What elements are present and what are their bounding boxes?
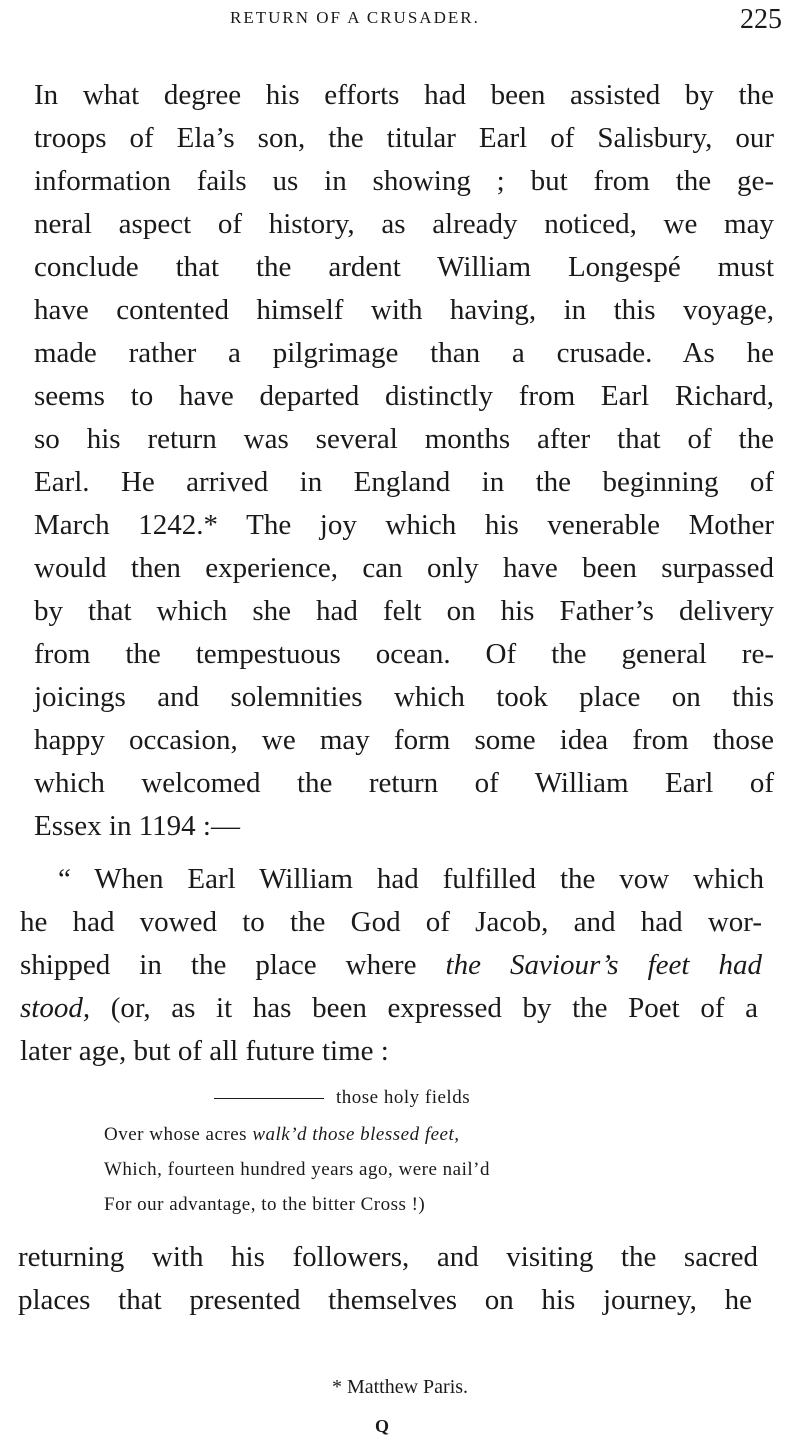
text-line: information fails us in showing ; but from the ge-	[34, 165, 774, 197]
text-line: troops of Ela’s son, the titular Earl of Salisbury, our	[34, 122, 774, 154]
text-line: Earl. He arrived in England in the beginning of	[34, 466, 774, 498]
text-line: conclude that the ardent William Longespé must	[34, 251, 774, 283]
verse-line: For our advantage, to the bitter Cross !)	[104, 1194, 426, 1215]
text-line: returning with his followers, and visiting the sacred	[18, 1241, 758, 1273]
footnote: * Matthew Paris.	[331, 1376, 469, 1398]
text-line: seems to have departed distinctly from Earl Richard,	[34, 380, 774, 412]
text-line: places that presented themselves on his journey, he	[18, 1284, 752, 1316]
text-line: happy occasion, we may form some idea from those	[34, 724, 774, 756]
verse-text: Over whose acres	[104, 1124, 253, 1145]
dash-rule	[214, 1098, 324, 1099]
verse-italic: walk’d those blessed feet,	[252, 1124, 460, 1145]
text-line: joicings and solemnities which took place on this	[34, 681, 774, 713]
text-line: would then experience, can only have been surpassed	[34, 552, 774, 584]
text-line: from the tempestuous ocean. Of the general re-	[34, 638, 774, 670]
verse-line	[214, 1087, 470, 1109]
text-line	[20, 944, 762, 987]
text-span: shipped in the place where	[20, 949, 446, 981]
signature-mark: Q	[374, 1416, 389, 1436]
verse-text: those holy fields	[336, 1087, 471, 1108]
verse-line	[104, 1124, 460, 1146]
text-line: have contented himself with having, in this voyage,	[34, 294, 774, 326]
text-line: he had vowed to the God of Jacob, and had wor-	[20, 906, 762, 938]
text-line	[20, 987, 758, 1030]
running-title: RETURN OF A CRUSADER.	[230, 8, 480, 27]
italic-span: the Saviour’s feet had	[445, 949, 762, 981]
text-span: (or, as it has been expressed by the Poet of a	[90, 992, 758, 1024]
text-line: “ When Earl William had fulfilled the vow which	[58, 863, 764, 895]
text-line: March 1242.* The joy which his venerable Mother	[34, 509, 774, 541]
text-line: by that which she had felt on his Father’s delivery	[34, 595, 774, 627]
text-line: later age, but of all future time :	[20, 1035, 389, 1067]
text-line: neral aspect of history, as already noticed, we may	[34, 208, 774, 240]
text-line: Essex in 1194 :—	[34, 810, 240, 842]
text-line: made rather a pilgrimage than a crusade. As he	[34, 337, 774, 369]
text-line: In what degree his efforts had been assisted by the	[34, 79, 774, 111]
text-line: so his return was several months after that of the	[34, 423, 774, 455]
italic-span: stood,	[20, 992, 91, 1024]
verse-line: Which, fourteen hundred years ago, were nail’d	[104, 1159, 490, 1180]
page-number: 225	[740, 4, 782, 35]
text-line: which welcomed the return of William Earl of	[34, 767, 774, 799]
